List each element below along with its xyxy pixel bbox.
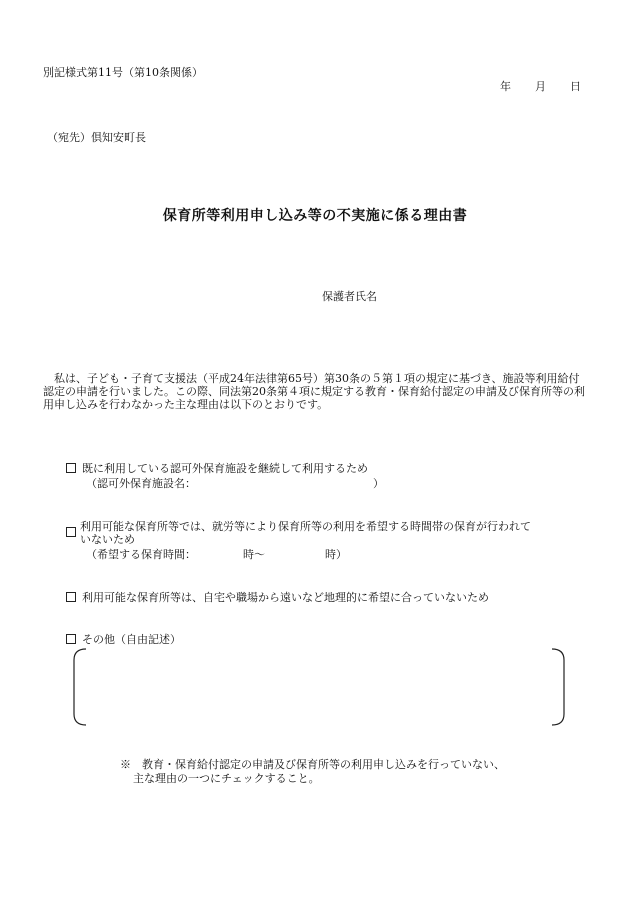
- desired-hours-to: 時）: [325, 548, 347, 561]
- option-checkbox[interactable]: [66, 463, 76, 473]
- guardian-name-label: 保護者氏名: [322, 290, 377, 303]
- date-year: 年: [500, 80, 511, 93]
- option-continue-unlicensed: [66, 460, 368, 476]
- note-line1: ※ 教育・保育給付認定の申請及び保育所等の利用申し込みを行っていない、: [120, 758, 505, 771]
- option-other: [66, 631, 181, 647]
- option-label: 利用可能な保育所等は、自宅や職場から遠いなど地理的に希望に合っていないため: [82, 591, 489, 604]
- desired-hours-from: 時～: [243, 548, 265, 561]
- option-checkbox[interactable]: [66, 592, 76, 602]
- unlicensed-facility-name-close: ）: [373, 477, 384, 490]
- right-bracket: [552, 649, 564, 725]
- date-day: 日: [570, 80, 581, 93]
- option-hours-label-line1: 利用可能な保育所等では、就労等により保育所等の利用を希望する時間帯の保育が行われて: [80, 520, 531, 533]
- option-label: 既に利用している認可外保育施設を継続して利用するため: [82, 462, 368, 475]
- note-line2: 主な理由の一つにチェックすること。: [133, 772, 320, 785]
- date-line: [500, 78, 581, 94]
- option-hours-label-line2: いないため: [80, 533, 135, 546]
- left-bracket: [74, 649, 86, 725]
- desired-hours-label: （希望する保育時間：: [86, 548, 196, 561]
- statement-paragraph: 私は、子ども・子育て支援法（平成24年法律第65号）第30条の５第１項の規定に基づき、施設等利用給付認定の申請を行いました。この際、同法第20条第４項に規定する教育・保育給付認定の申請及び保育所等の利用申し込みを行わなかった主な理由は以下のとおりです。: [43, 372, 585, 411]
- option-label: その他（自由記述）: [82, 633, 181, 646]
- option-checkbox[interactable]: [66, 634, 76, 644]
- form-number: 別記様式第11号（第10条関係）: [43, 66, 203, 79]
- unlicensed-facility-name-label: （認可外保育施設名：: [86, 477, 196, 490]
- option-checkbox[interactable]: [66, 527, 76, 537]
- option-geographic: [66, 589, 489, 605]
- free-text-bracket-area[interactable]: [72, 648, 566, 726]
- document-title: 保育所等利用申し込み等の不実施に係る理由書: [162, 208, 468, 224]
- date-month: 月: [535, 80, 546, 93]
- addressee: （宛先）倶知安町長: [47, 131, 146, 144]
